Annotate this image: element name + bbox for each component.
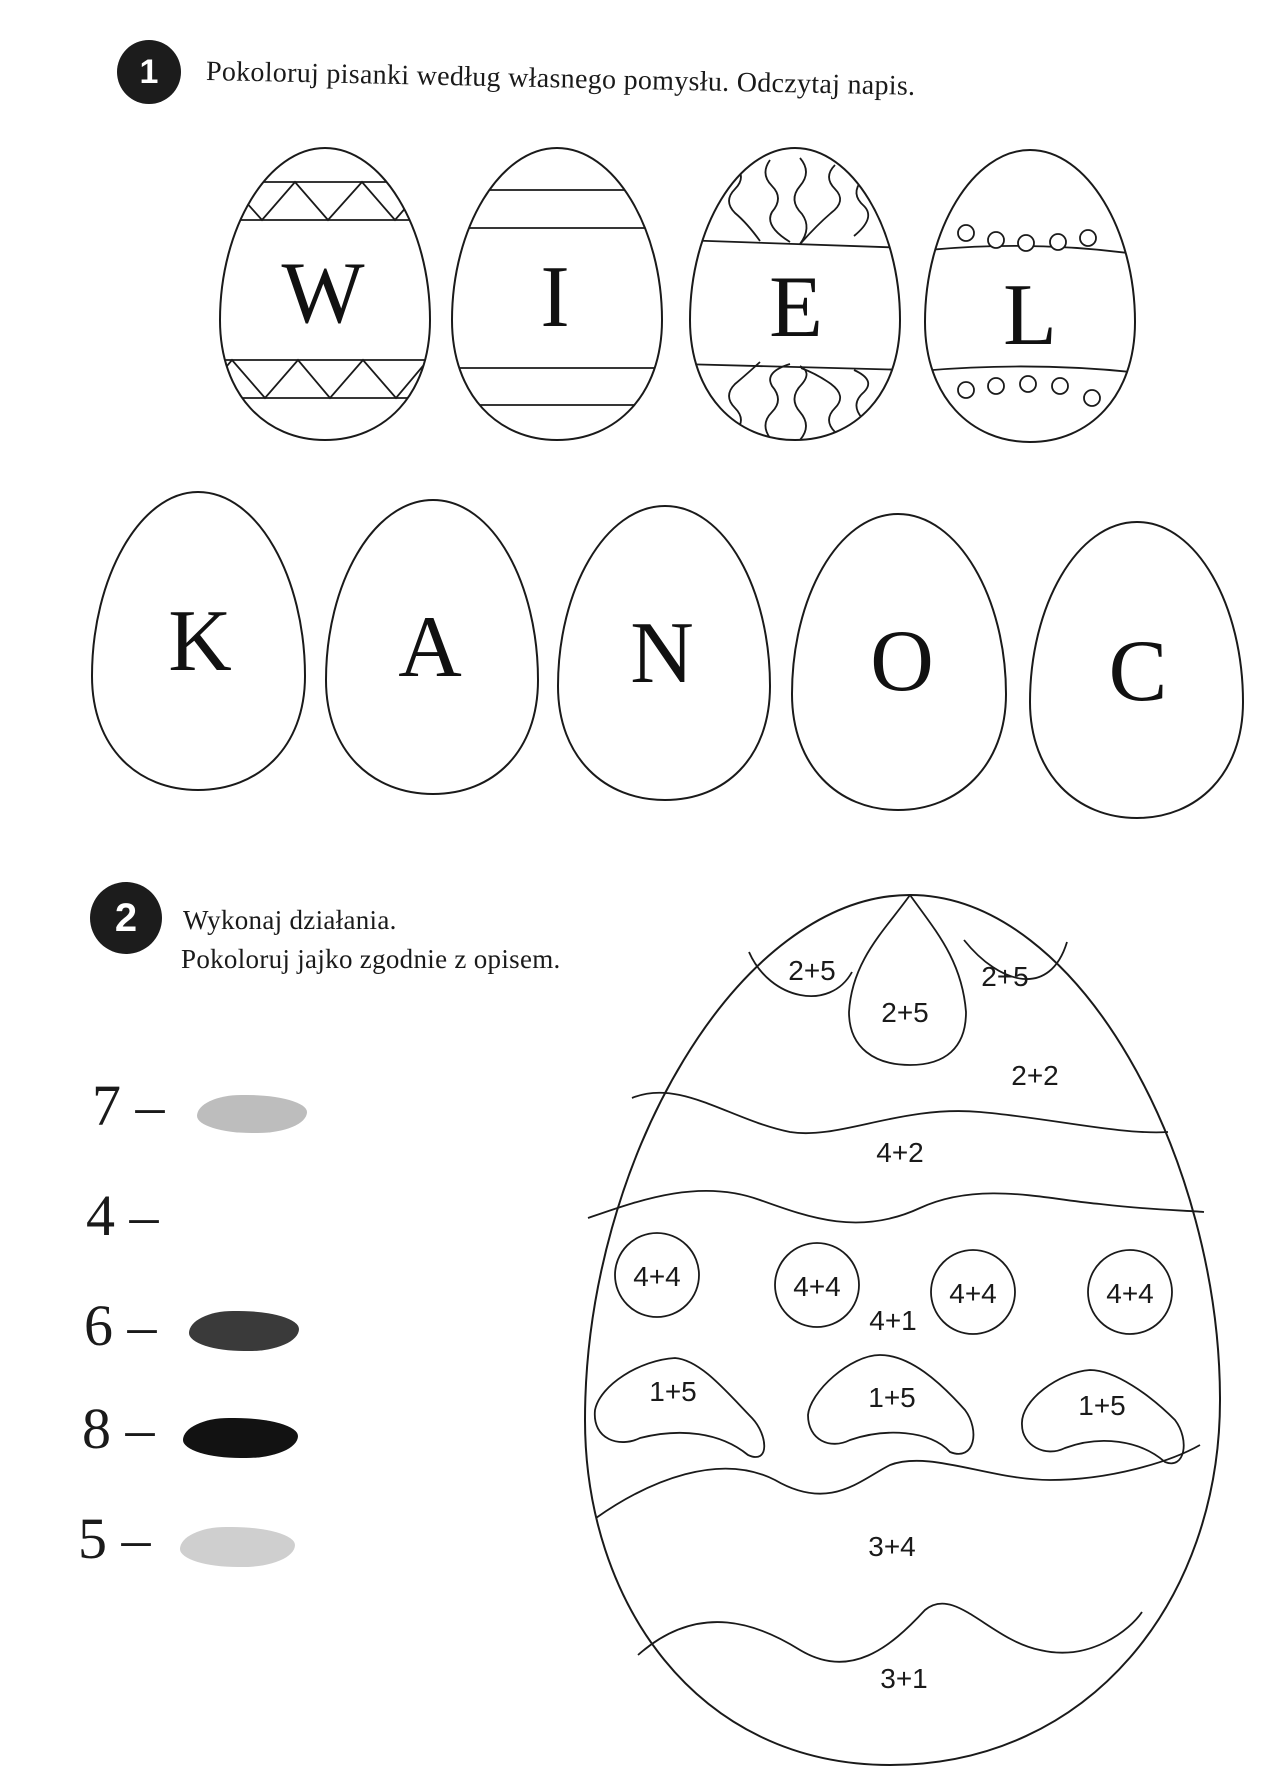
exercise-2-instruction-line-1: Wykonaj działania. (183, 905, 397, 935)
legend-number-7: 7 – (92, 1073, 165, 1138)
egg-expression-band-two: 4+2 (876, 1137, 924, 1168)
egg-expression-circle-4: 4+4 (1106, 1278, 1154, 1309)
egg-expression-top-right-petal: 2+5 (981, 961, 1029, 992)
legend-number-5: 5 – (78, 1506, 151, 1571)
exercise-1-number-badge: 1 (117, 40, 181, 104)
egg-expression-circle-3: 4+4 (949, 1278, 997, 1309)
egg-expression-middle-band: 4+1 (869, 1305, 917, 1336)
egg-letter-k: K (168, 593, 232, 690)
egg-expression-heart-2: 1+5 (868, 1382, 916, 1413)
egg-expression-top-band: 2+2 (1011, 1060, 1059, 1091)
exercise-2-number-badge: 2 (90, 882, 162, 954)
egg-letter-e: E (769, 259, 823, 356)
legend-number-8: 8 – (82, 1396, 155, 1461)
egg-letter-o: O (870, 613, 934, 710)
exercise-2-instruction-line-2: Pokoloruj jajko zgodnie z opisem. (181, 944, 561, 974)
egg-letter-c: C (1108, 623, 1168, 720)
egg-expression-circle-2: 4+4 (793, 1271, 841, 1302)
exercise-1-instruction: Pokoloruj pisanki według własnego pomysłu. Odczytaj napis. (205, 56, 916, 102)
egg-expression-top-left-petal: 2+5 (788, 955, 836, 986)
egg-expression-heart-3: 1+5 (1078, 1390, 1126, 1421)
egg-letter-w: W (281, 245, 365, 342)
egg-letter-a: A (398, 599, 462, 696)
egg-expression-bottom-band: 3+1 (880, 1663, 928, 1694)
egg-expression-top-center-petal: 2+5 (881, 997, 929, 1028)
egg-expression-band-four: 3+4 (868, 1531, 916, 1562)
egg-letter-l: L (1003, 267, 1057, 364)
legend-number-6: 6 – (84, 1293, 157, 1358)
egg-letter-i: I (540, 249, 570, 346)
egg-expression-heart-1: 1+5 (649, 1376, 697, 1407)
egg-expression-circle-1: 4+4 (633, 1261, 681, 1292)
egg-letter-n: N (630, 605, 694, 702)
legend-number-4: 4 – (86, 1183, 159, 1248)
